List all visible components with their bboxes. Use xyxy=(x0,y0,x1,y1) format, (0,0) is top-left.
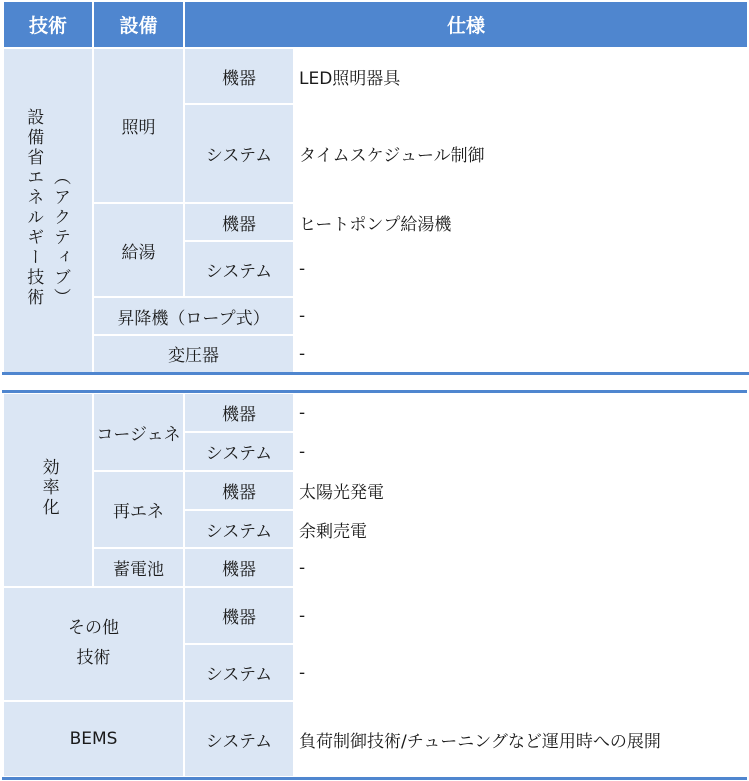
category-active-paren: （アクティブ） xyxy=(49,167,70,308)
hotwater-system-label: システム xyxy=(184,241,294,297)
equipment-transformer: 変圧器 xyxy=(93,335,294,373)
bems-system-label: システム xyxy=(184,701,294,777)
other-kiki-label: 機器 xyxy=(184,587,294,644)
category-efficiency-label: 効率化 xyxy=(38,457,59,518)
lighting-system-value: タイムスケジュール制御 xyxy=(294,104,748,203)
category-efficiency xyxy=(3,393,93,587)
cogen-kiki-label: 機器 xyxy=(184,393,294,432)
category-active-label: 設備省エネルギー技術 xyxy=(23,107,44,308)
battery-kiki-label: 機器 xyxy=(184,548,294,587)
other-kiki-value: - xyxy=(294,587,748,644)
equipment-elevator: 昇降機（ロープ式） xyxy=(93,297,294,335)
header-equipment: 設備 xyxy=(93,1,184,48)
cogen-kiki-value: - xyxy=(294,393,748,432)
hotwater-kiki-value: ヒートポンプ給湯機 xyxy=(294,203,748,241)
other-label-line1: その他 xyxy=(68,618,119,639)
hotwater-system-value: - xyxy=(294,241,748,297)
renewable-system-value: 余剰売電 xyxy=(294,510,748,548)
table-row xyxy=(3,548,748,587)
table-row xyxy=(3,393,748,432)
elevator-value: - xyxy=(294,297,748,335)
cogen-system-label: システム xyxy=(184,432,294,471)
table-row xyxy=(3,471,748,510)
table-row xyxy=(3,48,748,104)
category-other xyxy=(3,587,184,701)
other-system-label: システム xyxy=(184,644,294,701)
renewable-system-label: システム xyxy=(184,510,294,548)
equipment-cogen: コージェネ xyxy=(93,393,184,471)
bems-system-value: 負荷制御技術/チューニングなど運用時への展開 xyxy=(294,701,748,777)
other-system-value: - xyxy=(294,644,748,701)
lighting-kiki-label: 機器 xyxy=(184,48,294,104)
other-label-line2: 技術 xyxy=(76,648,111,668)
renewable-kiki-label: 機器 xyxy=(184,471,294,510)
header-tech: 技術 xyxy=(3,1,93,48)
transformer-value: - xyxy=(294,335,748,373)
category-bems: BEMS xyxy=(3,701,184,777)
table-row xyxy=(3,701,748,777)
renewable-kiki-value: 太陽光発電 xyxy=(294,471,748,510)
category-active xyxy=(3,48,93,373)
frame-top xyxy=(2,390,747,393)
lighting-system-label: システム xyxy=(184,104,294,203)
frame-bottom xyxy=(2,777,747,780)
equipment-lighting: 照明 xyxy=(93,48,184,203)
header-spec: 仕様 xyxy=(184,1,748,48)
hotwater-kiki-label: 機器 xyxy=(184,203,294,241)
equipment-battery: 蓄電池 xyxy=(93,548,184,587)
spec-table-active xyxy=(2,0,749,375)
table-row xyxy=(3,335,748,373)
equipment-renewable: 再エネ xyxy=(93,471,184,548)
equipment-hotwater: 給湯 xyxy=(93,203,184,297)
cogen-system-value: - xyxy=(294,432,748,471)
battery-kiki-value: - xyxy=(294,548,748,587)
lighting-kiki-value: LED照明器具 xyxy=(294,48,748,104)
table-row xyxy=(3,297,748,335)
spec-table-efficiency xyxy=(2,392,749,778)
header-row xyxy=(3,1,748,48)
table-row xyxy=(3,203,748,241)
table-row xyxy=(3,587,748,644)
